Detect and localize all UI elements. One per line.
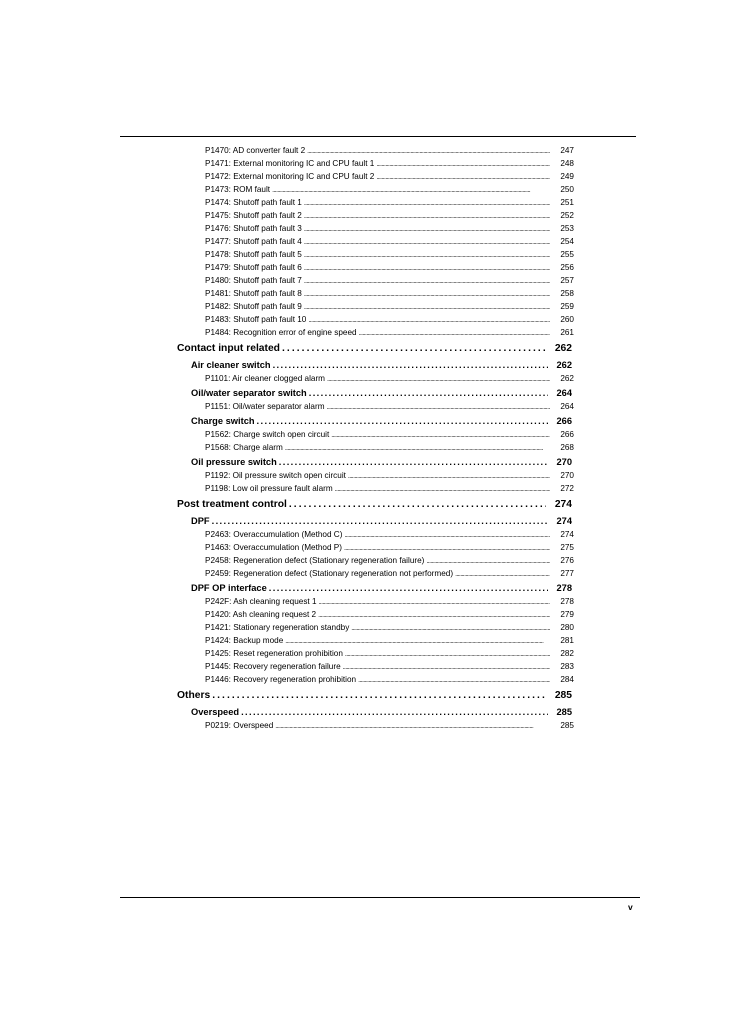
toc-section-entry[interactable] [0,414,729,428]
toc-entry-title: P1476: Shutoff path fault 3 [205,224,302,233]
toc-entry-title: Contact input related [177,343,280,354]
toc-entry-title: P1420: Ash cleaning request 2 [205,610,317,619]
toc-entry-page: 276 [560,556,574,565]
toc-item-entry[interactable] [0,634,729,647]
toc-item-entry[interactable] [0,170,729,183]
toc-item-entry[interactable] [0,313,729,326]
toc-section-entry[interactable] [0,581,729,595]
dot-leader [257,414,548,428]
toc-entry-title: Others [177,690,211,701]
toc-entry-title: P1477: Shutoff path fault 4 [205,237,302,246]
toc-entry-title: P1562: Charge switch open circuit [205,430,330,439]
toc-entry-page: 275 [560,543,574,552]
toc-item-entry[interactable] [0,469,729,482]
toc-entry-title: P1425: Reset regeneration prohibition [205,649,343,658]
dot-leader [273,358,548,372]
table-of-contents [0,144,729,732]
toc-entry-page: 262 [556,360,572,370]
toc-entry-page: 268 [560,443,574,452]
toc-item-entry[interactable] [0,400,729,413]
toc-entry-title: P1482: Shutoff path fault 9 [205,302,302,311]
toc-item-entry[interactable] [0,541,729,554]
toc-section-entry[interactable] [0,358,729,372]
toc-item-entry[interactable] [0,441,729,454]
toc-entry-page: 266 [560,430,574,439]
toc-item-entry[interactable] [0,528,729,541]
toc-entry-title: DPF OP interface [191,583,267,593]
toc-entry-title: P1101: Air cleaner clogged alarm [205,374,326,383]
toc-entry-page: 253 [560,224,574,233]
toc-item-entry[interactable] [0,660,729,673]
toc-entry-title: P1471: External monitoring IC and CPU fault 1 [205,159,375,168]
dot-leader [309,386,548,400]
toc-entry-page: 274 [554,499,572,510]
toc-entry-page: 260 [560,315,574,324]
dot-leader [455,568,550,581]
toc-entry-title: P1478: Shutoff path fault 5 [205,250,302,259]
toc-entry-title: P1484: Recognition error of engine speed [205,328,357,337]
toc-entry-page: 280 [560,623,574,632]
dot-leader [285,442,550,455]
toc-entry-title: P0219: Overspeed [205,721,274,730]
toc-entry-page: 250 [560,185,574,194]
toc-entry-title: P1568: Charge alarm [205,443,283,452]
dot-leader [269,581,548,595]
toc-entry-page: 257 [560,276,574,285]
toc-entry-page: 262 [554,343,572,354]
toc-entry-page: 252 [560,211,574,220]
toc-entry-page: 262 [560,374,574,383]
dot-leader [289,497,546,513]
toc-entry-page: 259 [560,302,574,311]
toc-entry-title: P1479: Shutoff path fault 6 [205,263,302,272]
toc-item-entry[interactable] [0,673,729,686]
toc-entry-page: 285 [556,707,572,717]
toc-entry-page: 261 [560,328,574,337]
dot-leader [282,341,546,357]
toc-item-entry[interactable] [0,608,729,621]
toc-entry-title: P1463: Overaccumulation (Method P) [205,543,342,552]
toc-entry-title: P1474: Shutoff path fault 1 [205,198,302,207]
toc-entry-page: 282 [560,649,574,658]
toc-item-entry[interactable] [0,647,729,660]
toc-section-entry[interactable] [0,455,729,469]
toc-item-entry[interactable] [0,428,729,441]
toc-entry-page: 270 [556,457,572,467]
toc-entry-title: P2463: Overaccumulation (Method C) [205,530,343,539]
toc-entry-page: 283 [560,662,574,671]
toc-entry-page: 264 [556,388,572,398]
toc-section-entry[interactable] [0,514,729,528]
toc-entry-title: P1481: Shutoff path fault 8 [205,289,302,298]
toc-entry-title: Air cleaner switch [191,360,271,370]
toc-entry-title: P1192: Oil pressure switch open circuit [205,471,346,480]
toc-entry-page: 251 [560,198,574,207]
toc-entry-page: 285 [554,690,572,701]
dot-leader [359,327,550,340]
toc-entry-page: 256 [560,263,574,272]
toc-item-entry[interactable] [0,248,729,261]
toc-chapter-entry[interactable] [0,497,729,513]
toc-entry-title: P1424: Backup mode [205,636,284,645]
toc-chapter-entry[interactable] [0,688,729,704]
toc-entry-title: P1151: Oil/water separator alarm [205,402,325,411]
toc-entry-title: P1470: AD converter fault 2 [205,146,306,155]
toc-entry-title: P2458: Regeneration defect (Stationary regeneration failure) [205,556,425,565]
toc-item-entry[interactable] [0,372,729,385]
toc-entry-title: Overspeed [191,707,240,717]
toc-entry-title: Oil pressure switch [191,457,277,467]
toc-entry-title: DPF [191,516,210,526]
toc-entry-title: P1483: Shutoff path fault 10 [205,315,307,324]
toc-entry-page: 248 [560,159,574,168]
toc-item-entry[interactable] [0,196,729,209]
toc-item-entry[interactable] [0,482,729,495]
toc-item-entry[interactable] [0,554,729,567]
dot-leader [212,514,548,528]
toc-entry-page: 266 [556,416,572,426]
toc-entry-title: P1472: External monitoring IC and CPU fault 2 [205,172,375,181]
toc-entry-page: 274 [556,516,572,526]
toc-entry-title: P1198: Low oil pressure fault alarm [205,484,333,493]
toc-entry-title: P242F: Ash cleaning request 1 [205,597,317,606]
toc-item-entry[interactable] [0,235,729,248]
toc-entry-title: P1473: ROM fault [205,185,271,194]
toc-entry-page: 285 [560,721,574,730]
toc-entry-page: 281 [560,636,574,645]
toc-section-entry[interactable] [0,386,729,400]
header-rule [120,136,636,137]
toc-item-entry[interactable] [0,209,729,222]
toc-entry-title: P1421: Stationary regeneration standby [205,623,350,632]
toc-entry-title: Oil/water separator switch [191,388,307,398]
toc-entry-page: 278 [556,583,572,593]
toc-entry-title: Charge switch [191,416,255,426]
toc-entry-page: 278 [560,597,574,606]
toc-item-entry[interactable] [0,567,729,580]
toc-chapter-entry[interactable] [0,341,729,357]
toc-item-entry[interactable] [0,274,729,287]
dot-leader [275,720,550,733]
toc-item-entry[interactable] [0,183,729,196]
toc-entry-title: P1475: Shutoff path fault 2 [205,211,302,220]
toc-entry-page: 247 [560,146,574,155]
footer-rule [120,897,640,898]
toc-item-entry[interactable] [0,326,729,339]
dot-leader [327,373,550,386]
toc-item-entry[interactable] [0,287,729,300]
toc-entry-page: 272 [560,484,574,493]
toc-entry-page: 254 [560,237,574,246]
toc-entry-page: 255 [560,250,574,259]
toc-item-entry[interactable] [0,157,729,170]
toc-item-entry[interactable] [0,595,729,608]
dot-leader [335,483,550,496]
toc-entry-page: 274 [560,530,574,539]
dot-leader [327,401,550,414]
dot-leader [358,674,550,687]
toc-section-entry[interactable] [0,705,729,719]
toc-item-entry[interactable] [0,300,729,313]
toc-entry-title: Post treatment control [177,499,287,510]
toc-entry-page: 249 [560,172,574,181]
toc-item-entry[interactable] [0,222,729,235]
toc-item-entry[interactable] [0,144,729,157]
dot-leader [279,455,548,469]
toc-entry-title: P1445: Recovery regeneration failure [205,662,341,671]
toc-entry-title: P1480: Shutoff path fault 7 [205,276,302,285]
toc-entry-page: 264 [560,402,574,411]
toc-entry-page: 258 [560,289,574,298]
dot-leader [241,705,548,719]
toc-entry-page: 270 [560,471,574,480]
toc-entry-title: P2459: Regeneration defect (Stationary regeneration not performed) [205,569,454,578]
toc-item-entry[interactable] [0,261,729,274]
page-number: v [628,902,633,912]
toc-entry-page: 284 [560,675,574,684]
toc-entry-title: P1446: Recovery regeneration prohibition [205,675,357,684]
toc-item-entry[interactable] [0,719,729,732]
toc-entry-page: 279 [560,610,574,619]
toc-item-entry[interactable] [0,621,729,634]
dot-leader [212,688,546,704]
toc-entry-page: 277 [560,569,574,578]
